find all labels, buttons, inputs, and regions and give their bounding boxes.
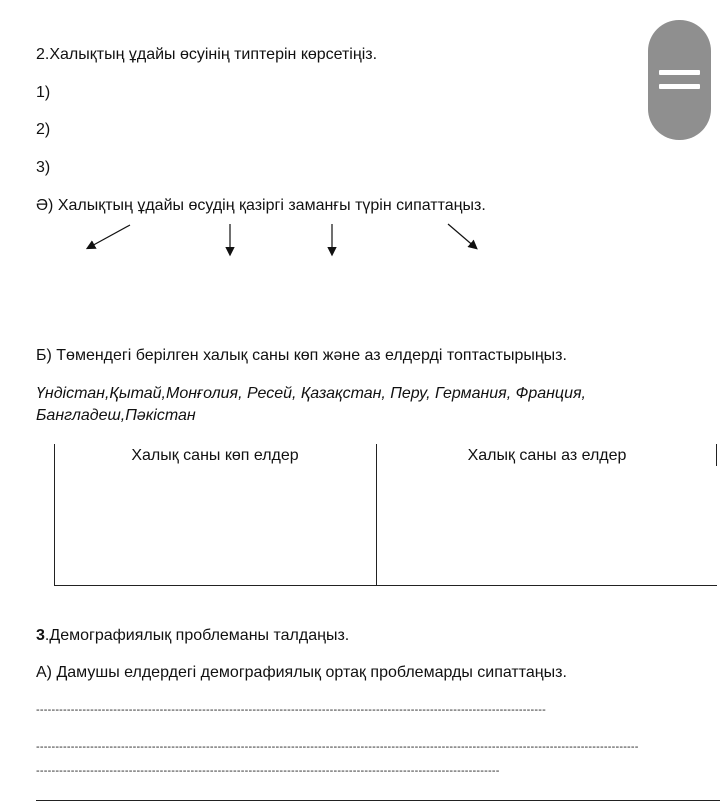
task2-title: 2.Халықтың ұдайы өсуінің типтерін көрсетіңіз. — [36, 46, 378, 63]
task3-number: 3 — [36, 627, 45, 644]
answer-item-2: 2) — [36, 121, 51, 138]
answer-dash-line-3: ------------------------------------------------------------------------------------------------------------------------ — [36, 765, 500, 777]
task3-title-text: .Демографиялық проблеманы талдаңыз. — [44, 627, 350, 644]
arrow-down-left — [88, 225, 130, 248]
table-border-bottom — [54, 585, 717, 586]
table-border-left — [54, 444, 55, 586]
task3-part-a: А) Дамушы елдердегі демографиялық ортақ проблемарды сипаттаңыз. — [36, 664, 567, 681]
countries-line-1: Үндістан,Қытай,Монғолия, Ресей, Қазақстан, Перу, Германия, Франция, — [36, 385, 586, 402]
answer-dash-line-1: ------------------------------------------------------------------------------------------------------------------------------------ — [36, 704, 546, 716]
answer-item-1: 1) — [36, 84, 51, 101]
arrow-down-right — [448, 224, 476, 248]
grouping-table — [54, 444, 717, 586]
answer-item-3: 3) — [36, 159, 51, 176]
task2-part-a: Ә) Халықтың ұдайы өсудің қазіргі заманғы түрін сипаттаңыз. — [36, 197, 486, 214]
menu-button[interactable] — [648, 20, 711, 140]
column-header-large: Халық саны көп елдер — [131, 447, 299, 464]
countries-line-2: Бангладеш,Пәкістан — [36, 407, 196, 424]
bottom-rule — [36, 800, 720, 801]
column-header-small: Халық саны аз елдер — [467, 447, 627, 464]
table-divider — [376, 444, 377, 586]
arrow-diagram — [0, 0, 720, 300]
task3-title — [36, 627, 349, 645]
task2-part-b: Б) Төмендегі берілген халық саны көп және аз елдерді топтастырыңыз. — [36, 347, 567, 364]
answer-dash-line-2: ------------------------------------------------------------------------------------------------------------------------------------------------------------ — [36, 741, 639, 753]
